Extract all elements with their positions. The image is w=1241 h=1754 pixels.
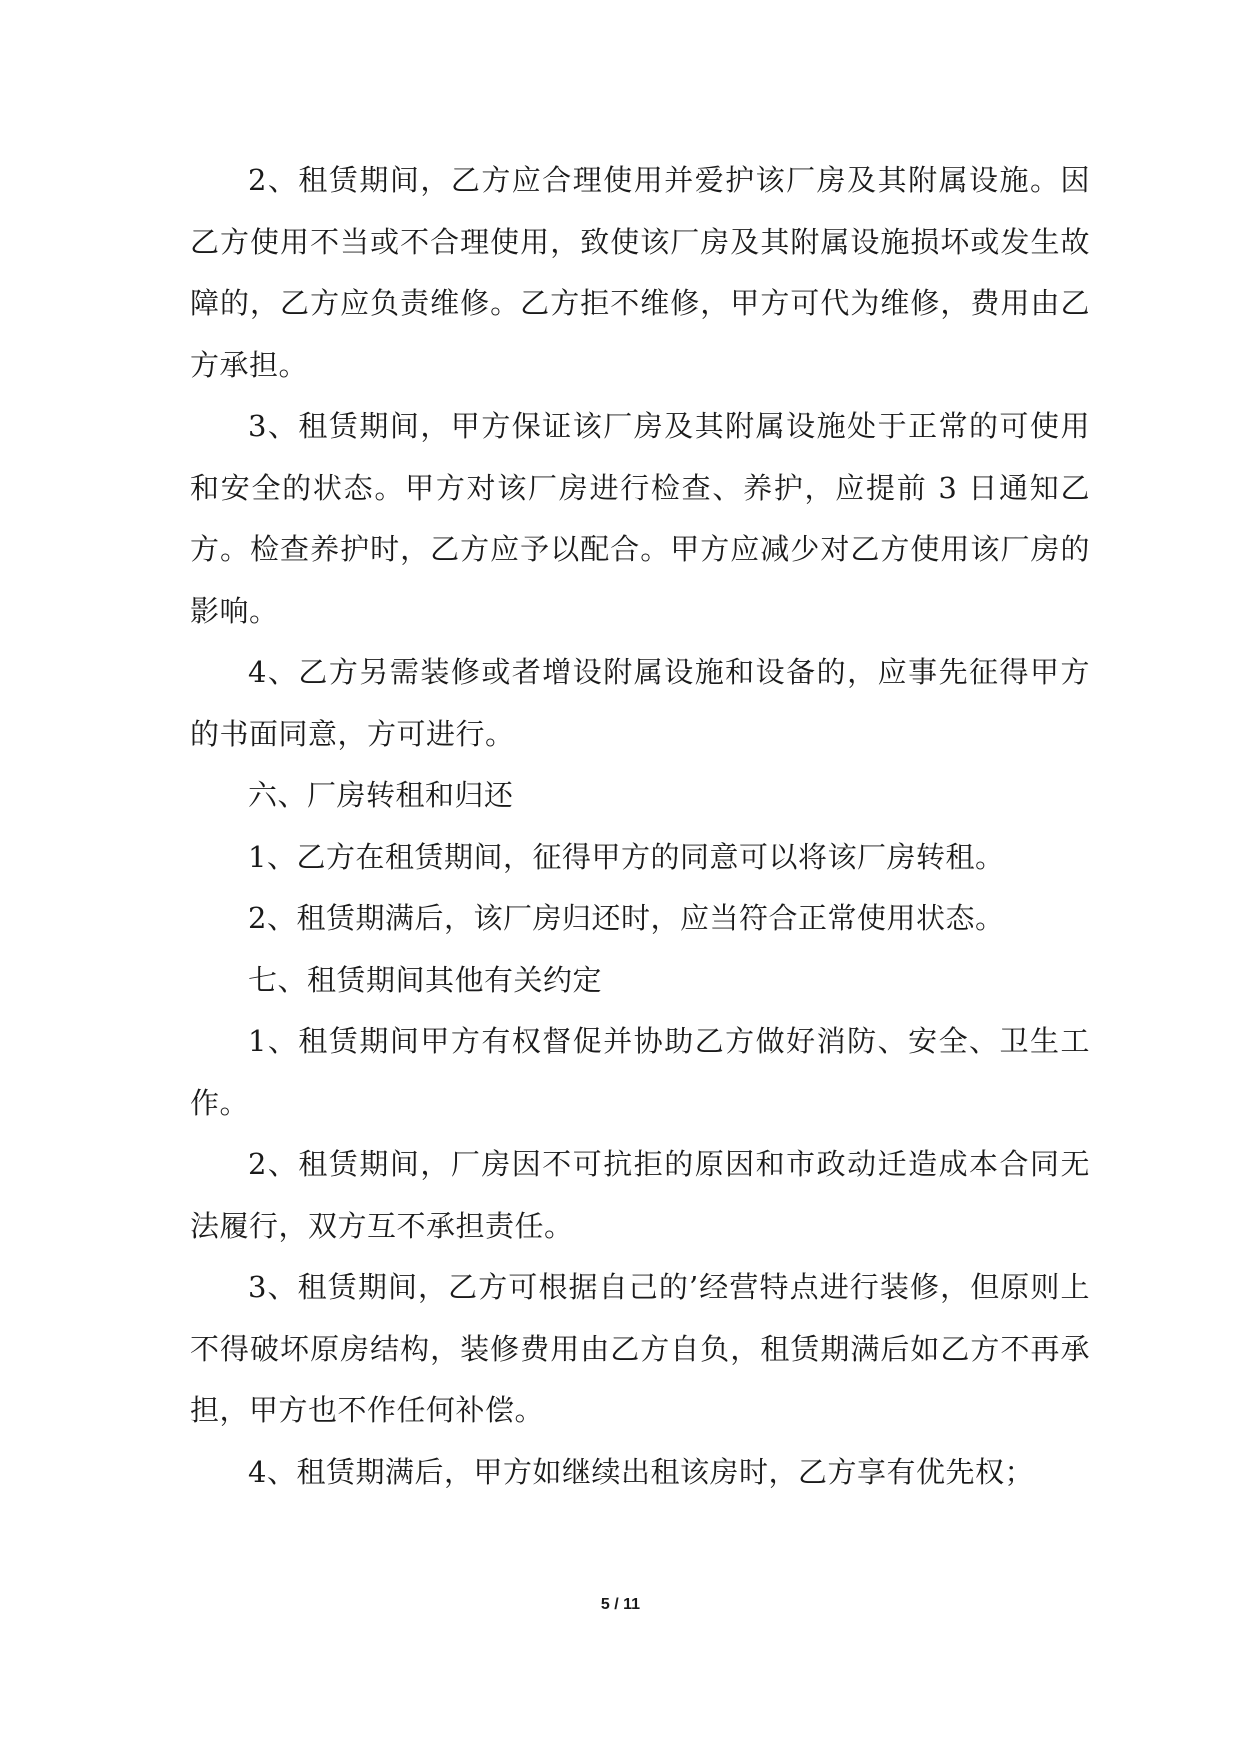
paragraph-maintenance: 2、租赁期间，乙方应合理使用并爱护该厂房及其附属设施。因乙方使用不当或不合理使用，致使该厂房及其附属设施损坏或发生故障的，乙方应负责维修。乙方拒不维修，甲方可代为维修，费用由乙方承担。 xyxy=(190,163,1090,382)
paragraph-renovation: 4、乙方另需装修或者增设附属设施和设备的，应事先征得甲方的书面同意，方可进行。 xyxy=(190,655,1090,751)
paragraph-force-majeure: 2、租赁期间，厂房因不可抗拒的原因和市政动迁造成本合同无法履行，双方互不承担责任。 xyxy=(190,1147,1090,1243)
paragraph-sublease: 1、乙方在租赁期间，征得甲方的同意可以将该厂房转租。 xyxy=(248,839,1005,874)
paragraph-fire-safety: 1、租赁期间甲方有权督促并协助乙方做好消防、安全、卫生工作。 xyxy=(190,1024,1090,1120)
section-heading-other-terms: 七、租赁期间其他有关约定 xyxy=(248,962,603,997)
paragraph-inspection: 3、租赁期间，甲方保证该厂房及其附属设施处于正常的可使用和安全的状态。甲方对该厂房进行检查、养护，应提前 3 日通知乙方。检查养护时，乙方应予以配合。甲方应减少对乙方使用该厂房的影响。 xyxy=(190,409,1090,628)
paragraph-decoration: 3、租赁期间，乙方可根据自己的’经营特点进行装修，但原则上不得破坏原房结构，装修费用由乙方自负，租赁期满后如乙方不再承担，甲方也不作任何补偿。 xyxy=(190,1270,1090,1427)
page-number: 5 / 11 xyxy=(600,1596,641,1613)
section-heading-sublease: 六、厂房转租和归还 xyxy=(248,778,514,812)
paragraph-priority-right: 4、租赁期满后，甲方如继续出租该房时，乙方享有优先权； xyxy=(248,1454,1034,1489)
paragraph-return: 2、租赁期满后，该厂房归还时，应当符合正常使用状态。 xyxy=(248,901,1005,935)
document-body xyxy=(190,150,1090,1503)
